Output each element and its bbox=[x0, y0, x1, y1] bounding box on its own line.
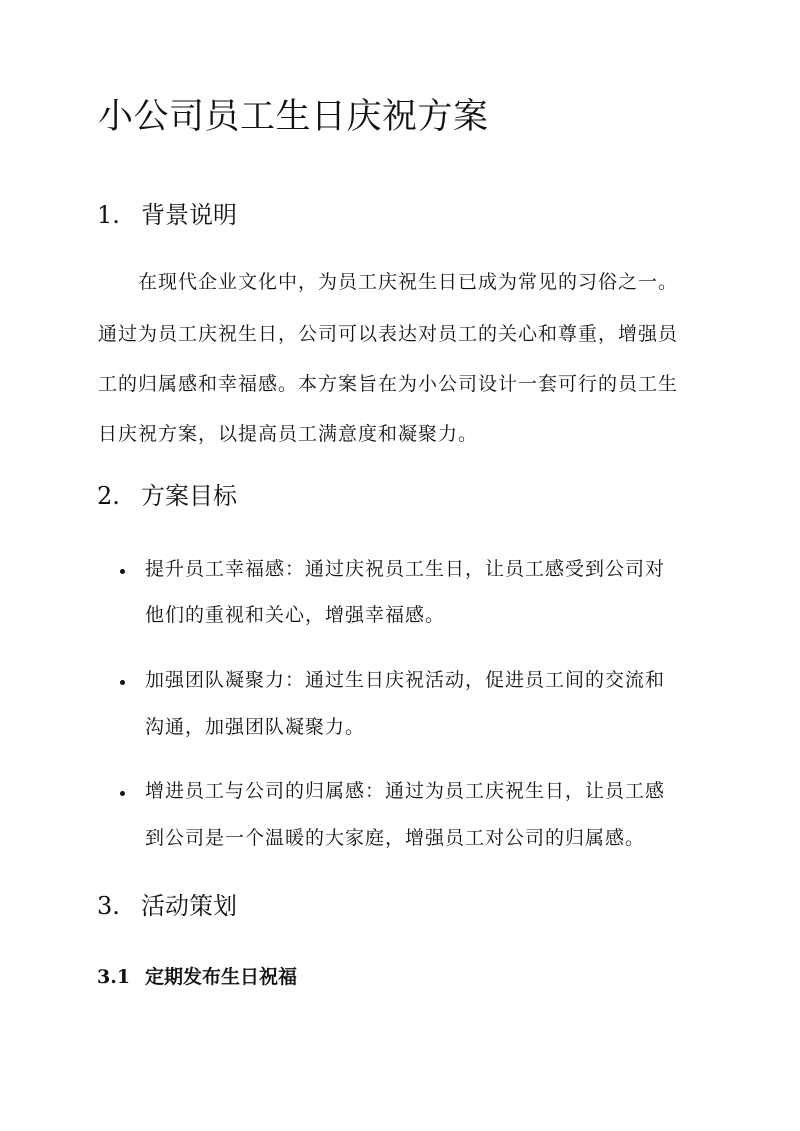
bullet-line: 沟通，加强团队凝聚力。 bbox=[145, 716, 366, 738]
bullet-icon bbox=[120, 791, 125, 796]
paragraph-line: 通过为员工庆祝生日，公司可以表达对员工的关心和尊重，增强员 bbox=[98, 323, 679, 345]
subsection-title: 定期发布生日祝福 bbox=[145, 966, 298, 988]
subsection-heading bbox=[97, 963, 297, 991]
paragraph-line: 日庆祝方案，以提高员工满意度和凝聚力。 bbox=[98, 423, 479, 445]
bullet-line: 他们的重视和关心，增强幸福感。 bbox=[145, 604, 446, 626]
bullet-icon bbox=[120, 680, 125, 685]
paragraph-line: 工的归属感和幸福感。本方案旨在为小公司设计一套可行的员工生 bbox=[98, 373, 679, 395]
section-heading-planning bbox=[97, 889, 237, 923]
bullet-line: 提升员工幸福感：通过庆祝员工生日，让员工感受到公司对 bbox=[145, 558, 666, 580]
section-number: 1. bbox=[97, 201, 120, 229]
section-heading-goals bbox=[97, 479, 237, 513]
section-number: 2. bbox=[97, 482, 120, 510]
subsection-number: 3.1 bbox=[97, 966, 131, 988]
section-title: 活动策划 bbox=[141, 892, 237, 920]
section-title: 方案目标 bbox=[141, 482, 237, 510]
bullet-line: 加强团队凝聚力：通过生日庆祝活动，促进员工间的交流和 bbox=[145, 669, 666, 691]
bullet-line: 增进员工与公司的归属感：通过为员工庆祝生日，让员工感 bbox=[145, 780, 666, 802]
section-title: 背景说明 bbox=[141, 201, 237, 229]
document-title: 小公司员工生日庆祝方案 bbox=[98, 97, 489, 137]
bullet-icon bbox=[120, 569, 125, 574]
section-number: 3. bbox=[97, 892, 120, 920]
section-heading-background bbox=[97, 198, 237, 232]
paragraph-line: 在现代企业文化中，为员工庆祝生日已成为常见的习俗之一。 bbox=[138, 271, 679, 293]
bullet-line: 到公司是一个温暖的大家庭，增强员工对公司的归属感。 bbox=[145, 827, 646, 849]
